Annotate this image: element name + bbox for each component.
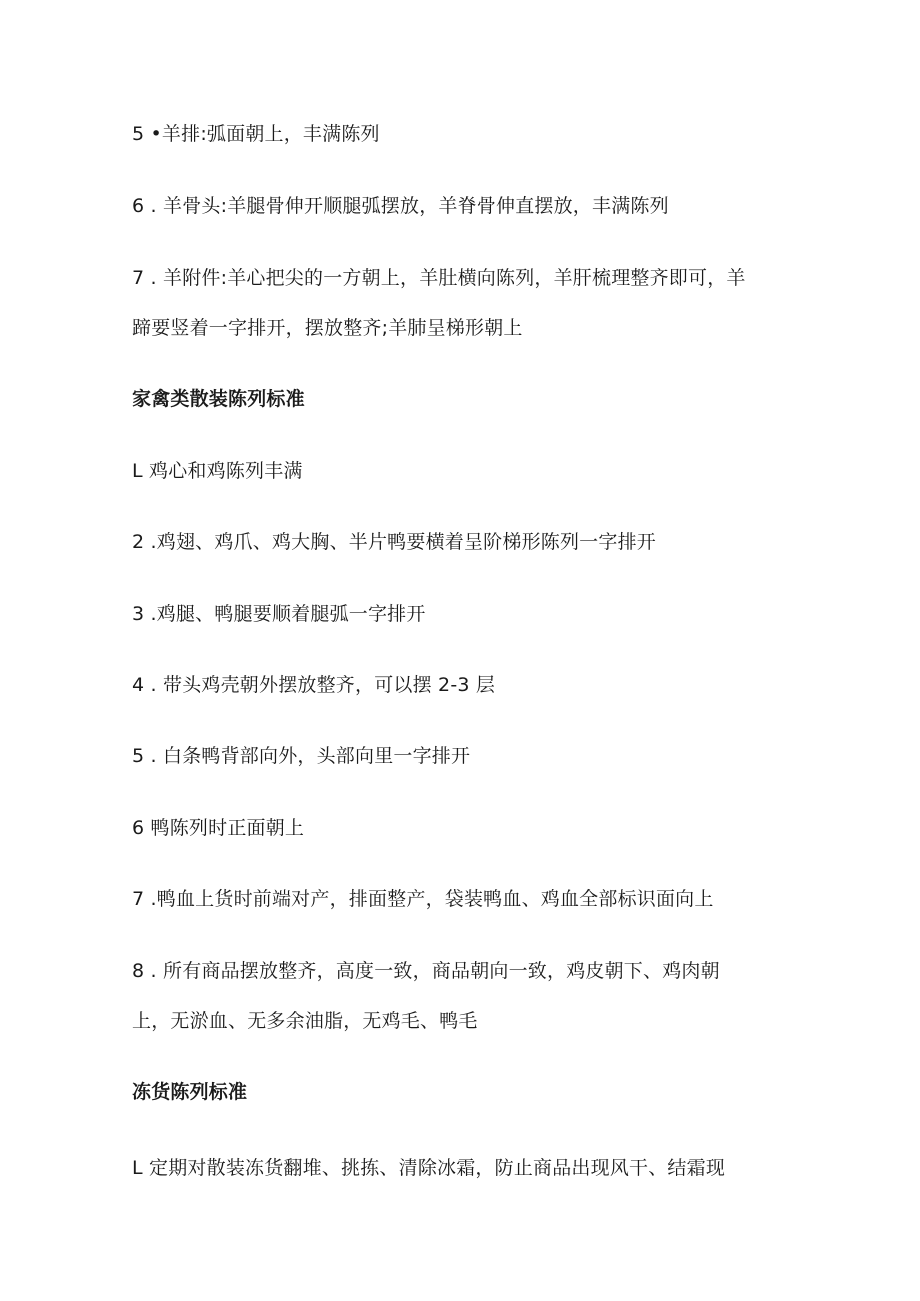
poultry-item-7: 7 .鸭血上货时前端对产，排面整产，袋装鸭血、鸡血全部标识面向上 [132,888,714,910]
poultry-item-6: 6 鸭陈列时正面朝上 [132,817,305,839]
poultry-item-8-line-1: 8 . 所有商品摆放整齐，高度一致，商品朝向一致，鸡皮朝下、鸡肉朝 [132,960,720,982]
lamb-item-6: 6 . 羊骨头:羊腿骨伸开顺腿弧摆放，羊脊骨伸直摆放，丰满陈列 [132,195,669,217]
poultry-item-2: 2 .鸡翅、鸡爪、鸡大胸、半片鸭要横着呈阶梯形陈列一字排开 [132,531,656,553]
poultry-item-4: 4 . 带头鸡壳朝外摆放整齐，可以摆 2-3 层 [132,674,496,696]
poultry-item-3: 3 .鸡腿、鸭腿要顺着腿弧一字排开 [132,603,426,625]
poultry-item-1: L 鸡心和鸡陈列丰满 [132,460,303,482]
poultry-section-heading: 家禽类散装陈列标准 [132,388,305,410]
lamb-item-5: 5 •羊排:弧面朝上，丰满陈列 [132,123,380,145]
lamb-item-7-line-1: 7 . 羊附件:羊心把尖的一方朝上，羊肚横向陈列，羊肝梳理整齐即可，羊 [132,267,746,289]
poultry-item-8-line-2: 上，无淤血、无多余油脂，无鸡毛、鸭毛 [132,1010,478,1032]
poultry-item-5: 5 . 白条鸭背部向外，头部向里一字排开 [132,745,471,767]
lamb-item-7-line-2: 蹄要竖着一字排开，摆放整齐;羊肺呈梯形朝上 [132,317,523,339]
frozen-item-1: L 定期对散装冻货翻堆、挑拣、清除冰霜，防止商品出现风干、结霜现 [132,1157,726,1179]
frozen-section-heading: 冻货陈列标准 [132,1081,248,1103]
